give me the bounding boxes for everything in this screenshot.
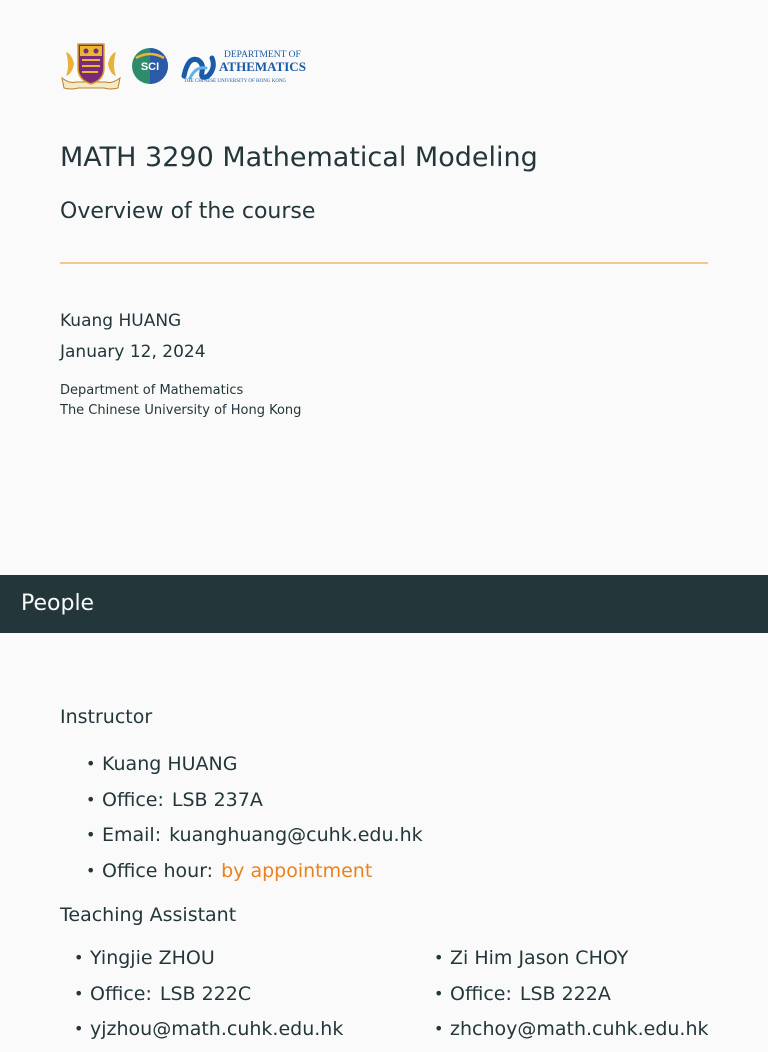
ta-left-office: LSB 222C xyxy=(159,982,252,1005)
list-item xyxy=(86,858,423,894)
instructor-list xyxy=(86,751,423,893)
office-label: Office: xyxy=(102,788,164,811)
bullet-icon: • xyxy=(434,948,444,967)
list-item xyxy=(86,751,423,787)
list-item xyxy=(434,945,709,981)
bullet-icon: • xyxy=(434,1019,444,1038)
list-item xyxy=(434,1016,709,1052)
ta-right-name: Zi Him Jason CHOY xyxy=(450,947,629,969)
list-item xyxy=(74,981,343,1017)
instructor-email: kuanghuang@cuhk.edu.hk xyxy=(169,824,423,846)
email-label: Email: xyxy=(102,824,162,846)
institute-university: The Chinese University of Hong Kong xyxy=(60,403,302,418)
list-item xyxy=(434,981,709,1017)
date: January 12, 2024 xyxy=(60,342,206,362)
ta-list-right xyxy=(434,945,709,1052)
instructor-heading: Instructor xyxy=(60,706,153,728)
list-item xyxy=(74,945,343,981)
logo-row xyxy=(60,42,328,90)
office-hour-value: by appointment xyxy=(221,859,373,882)
bullet-icon: • xyxy=(74,1019,84,1038)
instructor-name: Kuang HUANG xyxy=(102,753,238,775)
people-slide xyxy=(0,575,768,1040)
bullet-icon: • xyxy=(86,754,96,773)
math-logo-top-text: DEPARTMENT OF xyxy=(224,50,301,60)
ta-right-email: zhchoy@math.cuhk.edu.hk xyxy=(450,1018,709,1040)
ta-heading: Teaching Assistant xyxy=(60,904,237,926)
presentation-subtitle: Overview of the course xyxy=(60,199,316,224)
bullet-icon: • xyxy=(86,825,96,844)
bullet-icon: • xyxy=(434,983,444,1003)
office-hour-label: Office hour: xyxy=(102,859,214,882)
bullet-icon: • xyxy=(86,860,96,880)
bullet-icon: • xyxy=(74,948,84,967)
sci-logo-text: SCI xyxy=(140,61,160,73)
department-of-mathematics-icon xyxy=(182,46,328,86)
faculty-of-science-icon xyxy=(130,44,170,88)
ta-left-email: yjzhou@math.cuhk.edu.hk xyxy=(90,1018,344,1040)
frame-title: People xyxy=(0,575,768,633)
institute-department: Department of Mathematics xyxy=(60,383,244,398)
ta-right-office: LSB 222A xyxy=(519,982,611,1005)
list-item xyxy=(86,787,423,823)
cuhk-crest-icon xyxy=(60,42,122,90)
bullet-icon: • xyxy=(86,789,96,809)
ta-list-left xyxy=(74,945,343,1052)
title-divider xyxy=(60,262,708,264)
office-label: Office: xyxy=(90,982,152,1005)
instructor-office: LSB 237A xyxy=(171,788,263,811)
math-logo-main-text: ATHEMATICS xyxy=(219,59,306,74)
math-logo-bottom-text: THE CHINESE UNIVERSITY OF HONG KONG xyxy=(184,79,287,84)
bullet-icon: • xyxy=(74,983,84,1003)
office-label: Office: xyxy=(450,982,512,1005)
ta-left-name: Yingjie ZHOU xyxy=(90,947,215,969)
list-item xyxy=(86,822,423,858)
presentation-title: MATH 3290 Mathematical Modeling xyxy=(60,142,538,173)
author: Kuang HUANG xyxy=(60,311,182,331)
list-item xyxy=(74,1016,343,1052)
